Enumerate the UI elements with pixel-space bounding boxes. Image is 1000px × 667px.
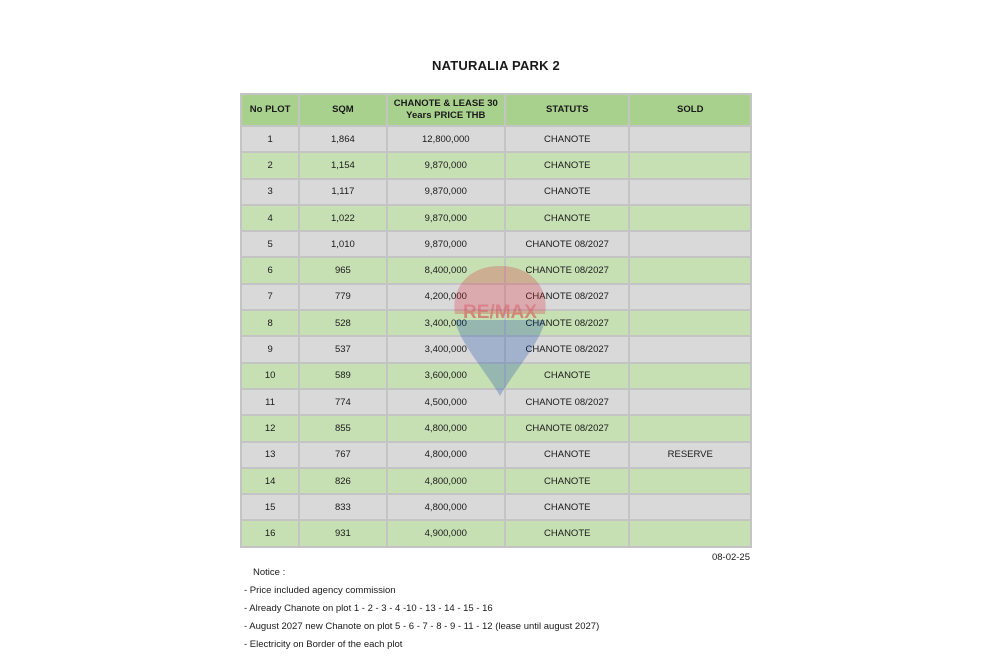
cell-sqm: 1,117 xyxy=(299,179,386,205)
cell-status: CHANOTE xyxy=(505,363,629,389)
cell-plot: 11 xyxy=(241,389,299,415)
cell-sqm: 774 xyxy=(299,389,386,415)
watermark-text: RE/MAX xyxy=(463,302,537,323)
cell-sqm: 528 xyxy=(299,310,386,336)
cell-plot: 14 xyxy=(241,468,299,494)
cell-status: CHANOTE 08/2027 xyxy=(505,336,629,362)
table-row xyxy=(241,520,751,546)
cell-status: CHANOTE xyxy=(505,126,629,152)
cell-status: CHANOTE 08/2027 xyxy=(505,284,629,310)
cell-sold xyxy=(629,231,751,257)
cell-sqm: 1,022 xyxy=(299,205,386,231)
cell-status: CHANOTE 08/2027 xyxy=(505,415,629,441)
cell-price: 8,400,000 xyxy=(387,257,505,283)
cell-price: 3,600,000 xyxy=(387,363,505,389)
cell-status: CHANOTE 08/2027 xyxy=(505,310,629,336)
table-row xyxy=(241,126,751,152)
cell-sqm: 767 xyxy=(299,442,386,468)
header-no-plot: No PLOT xyxy=(241,94,299,126)
table-row xyxy=(241,415,751,441)
cell-sold xyxy=(629,468,751,494)
cell-sqm: 537 xyxy=(299,336,386,362)
table-row xyxy=(241,179,751,205)
cell-plot: 16 xyxy=(241,520,299,546)
notice-item: - Electricity on Border of the each plot xyxy=(244,639,403,650)
cell-price: 12,800,000 xyxy=(387,126,505,152)
cell-sold xyxy=(629,126,751,152)
cell-price: 9,870,000 xyxy=(387,205,505,231)
table-row xyxy=(241,336,751,362)
table-body xyxy=(241,126,751,547)
cell-price: 4,800,000 xyxy=(387,442,505,468)
cell-sold xyxy=(629,310,751,336)
cell-sold xyxy=(629,494,751,520)
table-row xyxy=(241,284,751,310)
cell-plot: 2 xyxy=(241,152,299,178)
cell-price: 4,500,000 xyxy=(387,389,505,415)
cell-plot: 6 xyxy=(241,257,299,283)
cell-sqm: 931 xyxy=(299,520,386,546)
cell-plot: 7 xyxy=(241,284,299,310)
table-row xyxy=(241,231,751,257)
table-row xyxy=(241,257,751,283)
table-row xyxy=(241,389,751,415)
cell-sqm: 1,864 xyxy=(299,126,386,152)
cell-price: 9,870,000 xyxy=(387,152,505,178)
notice-item: - August 2027 new Chanote on plot 5 - 6 - 7 - 8 - 9 - 11 - 12 (lease until august 2027) xyxy=(244,621,600,632)
cell-price: 9,870,000 xyxy=(387,179,505,205)
table-row xyxy=(241,442,751,468)
cell-plot: 12 xyxy=(241,415,299,441)
cell-status: CHANOTE xyxy=(505,520,629,546)
table-header-row xyxy=(241,94,751,126)
cell-plot: 3 xyxy=(241,179,299,205)
plot-table xyxy=(240,93,752,548)
page-title: NATURALIA PARK 2 xyxy=(432,58,560,73)
cell-sqm: 779 xyxy=(299,284,386,310)
cell-sold xyxy=(629,257,751,283)
cell-price: 4,200,000 xyxy=(387,284,505,310)
table-row xyxy=(241,494,751,520)
cell-status: CHANOTE xyxy=(505,494,629,520)
cell-price: 9,870,000 xyxy=(387,231,505,257)
cell-sqm: 826 xyxy=(299,468,386,494)
notice-item: - Price included agency commission xyxy=(244,585,396,596)
cell-plot: 1 xyxy=(241,126,299,152)
cell-sold xyxy=(629,284,751,310)
cell-sqm: 1,010 xyxy=(299,231,386,257)
header-status: STATUTS xyxy=(505,94,629,126)
cell-sold xyxy=(629,205,751,231)
document-date: 08-02-25 xyxy=(711,552,750,563)
cell-status: CHANOTE 08/2027 xyxy=(505,389,629,415)
cell-plot: 4 xyxy=(241,205,299,231)
cell-status: CHANOTE xyxy=(505,468,629,494)
cell-plot: 9 xyxy=(241,336,299,362)
cell-sold xyxy=(629,415,751,441)
notice-item: - Already Chanote on plot 1 - 2 - 3 - 4 -10 - 13 - 14 - 15 - 16 xyxy=(244,603,493,614)
cell-sqm: 833 xyxy=(299,494,386,520)
cell-price: 4,900,000 xyxy=(387,520,505,546)
notice-section xyxy=(244,564,599,654)
cell-status: CHANOTE xyxy=(505,205,629,231)
cell-plot: 13 xyxy=(241,442,299,468)
cell-plot: 8 xyxy=(241,310,299,336)
plot-table-container xyxy=(240,93,752,548)
cell-sold xyxy=(629,336,751,362)
cell-sold xyxy=(629,363,751,389)
cell-price: 4,800,000 xyxy=(387,415,505,441)
cell-price: 4,800,000 xyxy=(387,494,505,520)
header-sold: SOLD xyxy=(629,94,751,126)
cell-sqm: 855 xyxy=(299,415,386,441)
cell-status: CHANOTE 08/2027 xyxy=(505,231,629,257)
header-price: CHANOTE & LEASE 30 Years PRICE THB xyxy=(387,94,505,126)
notice-heading: Notice : xyxy=(253,567,286,578)
cell-sqm: 1,154 xyxy=(299,152,386,178)
cell-status: CHANOTE xyxy=(505,442,629,468)
cell-sold: RESERVE xyxy=(629,442,751,468)
cell-sold xyxy=(629,179,751,205)
cell-sold xyxy=(629,152,751,178)
header-sqm: SQM xyxy=(299,94,386,126)
table-row xyxy=(241,363,751,389)
cell-plot: 10 xyxy=(241,363,299,389)
cell-plot: 5 xyxy=(241,231,299,257)
cell-sqm: 589 xyxy=(299,363,386,389)
cell-sold xyxy=(629,520,751,546)
cell-price: 4,800,000 xyxy=(387,468,505,494)
cell-sold xyxy=(629,389,751,415)
cell-price: 3,400,000 xyxy=(387,310,505,336)
table-row xyxy=(241,205,751,231)
cell-status: CHANOTE xyxy=(505,152,629,178)
table-row xyxy=(241,468,751,494)
cell-price: 3,400,000 xyxy=(387,336,505,362)
cell-status: CHANOTE xyxy=(505,179,629,205)
table-row xyxy=(241,152,751,178)
cell-plot: 15 xyxy=(241,494,299,520)
table-row xyxy=(241,310,751,336)
cell-sqm: 965 xyxy=(299,257,386,283)
cell-status: CHANOTE 08/2027 xyxy=(505,257,629,283)
